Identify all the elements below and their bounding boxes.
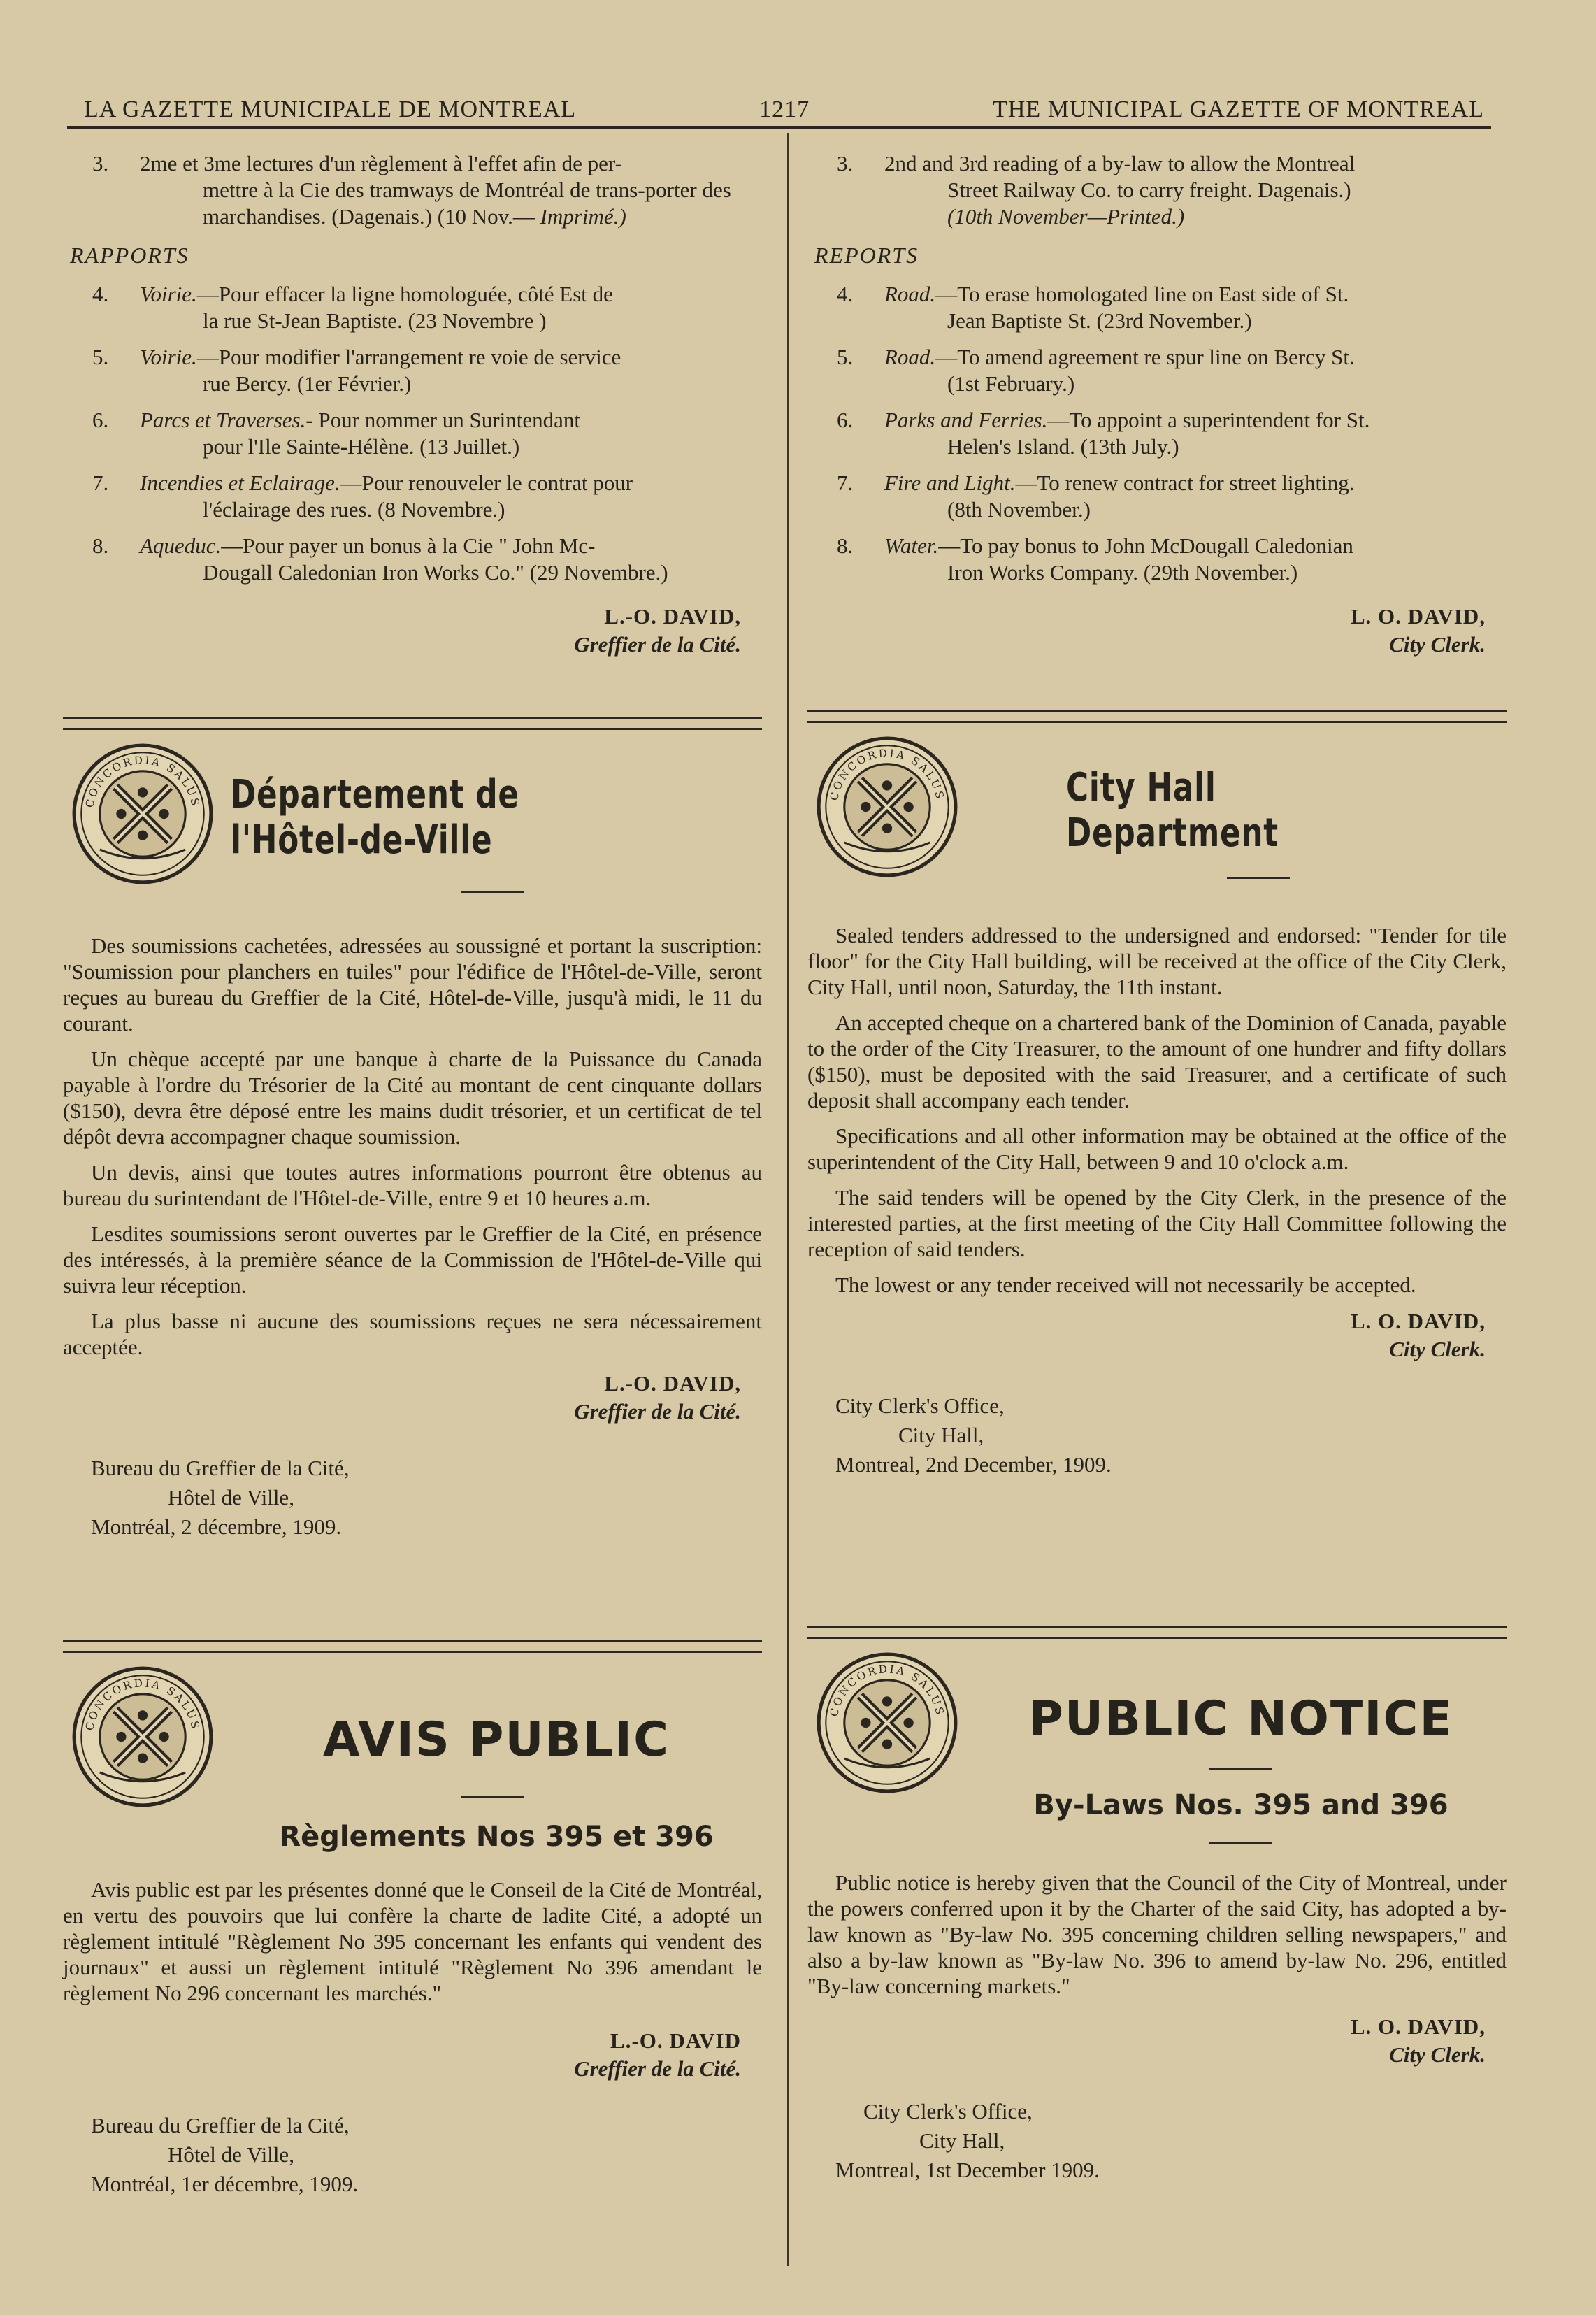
fr-notice-title: AVIS PUBLIC <box>322 1712 670 1768</box>
fr-hall-address: Bureau du Greffier de la Cité, Hôtel de Ville, Montréal, 2 décembre, 1909. <box>91 1456 350 1539</box>
title-underline <box>461 891 524 893</box>
fr-notice-signature: L.-O. DAVID Greffier de la Cité. <box>574 2028 741 2081</box>
en-city-hall-notice <box>807 710 1507 1479</box>
fr-notice-body: Avis public est par les présentes donné que le Conseil de la Cité de Montréal, en vertu des pouvoirs que lui confère la charte de ladite Cité, a adopté un règlement intitulé "Règlement No 395 concernant les enfants qui vendent des journaux" et aussi un règlement intitulé "Règlement No 396 amendant le règlement No 296 concernant les marchés." <box>63 1877 762 2005</box>
en-reports-heading: REPORTS <box>814 243 919 268</box>
en-hall-signature: L. O. DAVID, City Clerk. <box>1350 1309 1486 1361</box>
fr-notice-address: Bureau du Greffier de la Cité, Hôtel de Ville, Montréal, 1er décembre, 1909. <box>91 2113 359 2196</box>
en-city-hall-title: City Hall Department <box>1066 765 1279 856</box>
fr-rapports-heading: RAPPORTS <box>70 243 189 268</box>
paragraph: La plus basse ni aucune des soumissions reçues ne sera nécessairement acceptée. <box>63 1309 762 1359</box>
fr-item-8: 8. Aqueduc.—Pour payer un bonus à la Cie " John Mc- Dougall Caledonian Iron Works Co." (29 Novembre.) <box>92 533 668 585</box>
fr-item-6: 6. Parcs et Traverses.- Pour nommer un Surintendant pour l'Ile Sainte-Hélène. (13 Juillet.) <box>92 408 580 459</box>
city-seal-icon <box>816 736 958 878</box>
paragraph: The said tenders will be opened by the City Clerk, in the presence of the interested parties, at the first meeting of the City Hall Committee following the reception of said tenders. <box>807 1185 1507 1261</box>
fr-city-hall-body <box>63 933 762 1360</box>
en-item-8: 8. Water.—To pay bonus to John McDougall Caledonian Iron Works Company. (29th November.) <box>837 533 1353 585</box>
subtitle-underline <box>1209 1842 1272 1844</box>
paragraph: The lowest or any tender received will not necessarily be accepted. <box>835 1273 1416 1297</box>
en-notice-subtitle: By-Laws Nos. 395 and 396 <box>1033 1789 1448 1821</box>
fr-item-4: 4. Voirie.—Pour effacer la ligne homologuée, côté Est de la rue St-Jean Baptiste. (23 Novembre ) <box>92 282 613 333</box>
en-notice-body: Public notice is hereby given that the Council of the City of Montreal, under the powers conferred upon it by the Charter of the said City, has adopted a by-law known as "By-law No. 395 concerning children selling newspapers," and also a by-law known as "By-law No. 396 to amend by-law No. 296, entitled "By-law concerning markets." <box>807 1870 1507 1998</box>
paragraph: Un chèque accepté par une banque à charte de la Puissance du Canada payable à l'ordre du Trésorier de la Cité au montant de cent cinquante dollars ($150), devra être déposé entre les mains dudit trésorier, et un certificat de tel dépôt devra accompagner chaque soumission. <box>63 1047 762 1149</box>
paragraph: Lesdites soumissions seront ouvertes par le Greffier de la Cité, en présence des intéressés, à la première séance de la Commission de l'Hôtel-de-Ville qui suivra leur réception. <box>63 1221 762 1298</box>
section-rule <box>807 1626 1507 1639</box>
title-underline <box>461 1796 524 1798</box>
en-item-3: 3. 2nd and 3rd reading of a by-law to allow the Montreal Street Railway Co. to carry freight. Dagenais.) (10th November—Printed.) <box>837 151 1356 229</box>
section-rule <box>63 717 762 730</box>
paragraph: An accepted cheque on a chartered bank of the Dominion of Canada, payable to the order of the City Treasurer, to the amount of one hundrer and fifty dollars ($150), must be deposited with the said Treasurer, and a certificate of such deposit shall accompany each tender. <box>807 1010 1507 1112</box>
city-seal-icon <box>71 1665 214 1808</box>
page-number: 1217 <box>759 96 810 122</box>
title-underline <box>1227 877 1290 879</box>
en-top-signature: L. O. DAVID, City Clerk. <box>1350 604 1486 657</box>
fr-item-3: 3. 2me et 3me lectures d'un règlement à l'effet afin de per- mettre à la Cie des tramways de Montréal de trans-porter des marchandises. (Dagenais.) (10 Nov.— Imprimé.) <box>92 151 731 229</box>
city-seal-icon <box>816 1651 958 1794</box>
header-english-title: THE MUNICIPAL GAZETTE OF MONTREAL <box>993 96 1484 122</box>
header-rule <box>67 126 1491 129</box>
paragraph: Specifications and all other information may be obtained at the office of the superintendent of the City Hall, between 9 and 10 o'clock a.m. <box>807 1124 1507 1174</box>
fr-city-hall-notice <box>63 717 762 1542</box>
fr-top-signature: L.-O. DAVID, Greffier de la Cité. <box>574 604 741 657</box>
en-item-5: 5. Road.—To amend agreement re spur line on Bercy St. (1st February.) <box>837 345 1355 396</box>
page-header <box>84 84 1484 123</box>
section-rule <box>807 710 1507 723</box>
fr-item-7: 7. Incendies et Eclairage.—Pour renouveler le contrat pour l'éclairage des rues. (8 Novembre.) <box>92 471 633 522</box>
fr-notice-subtitle: Règlements Nos 395 et 396 <box>279 1821 714 1853</box>
fr-order-of-business <box>63 150 762 659</box>
en-city-hall-body <box>807 922 1507 1298</box>
paragraph: Des soumissions cachetées, adressées au soussigné et portant la suscription: "Soumission pour planchers en tuiles" pour l'édifice de l'Hôtel-de-Ville, seront reçues au bureau du Greffier de la Cité, Hôtel-de-Ville, jusqu'à midi, le 11 du courant. <box>63 933 762 1035</box>
column-divider <box>787 133 789 2266</box>
en-report-list <box>807 281 1507 586</box>
fr-report-list <box>63 281 762 586</box>
en-notice-address: City Clerk's Office, City Hall, Montreal, 1st December 1909. <box>835 2099 1100 2182</box>
paragraph: Sealed tenders addressed to the undersigned and endorsed: "Tender for tile floor" for the City Hall building, will be received at the office of the City Clerk, City Hall, until noon, Saturday, the 11th instant. <box>807 923 1507 999</box>
fr-city-hall-title: Département de l'Hôtel-de-Ville <box>231 772 519 863</box>
en-item-7: 7. Fire and Light.—To renew contract for street lighting. (8th November.) <box>837 471 1355 522</box>
header-french-title: LA GAZETTE MUNICIPALE DE MONTREAL <box>84 96 577 122</box>
en-hall-address: City Clerk's Office, City Hall, Montreal, 2nd December, 1909. <box>835 1393 1112 1477</box>
en-public-notice <box>807 1626 1507 2185</box>
fr-hall-signature: L.-O. DAVID, Greffier de la Cité. <box>574 1371 741 1424</box>
section-rule <box>63 1640 762 1653</box>
fr-item-5: 5. Voirie.—Pour modifier l'arrangement re voie de service rue Bercy. (1er Février.) <box>92 345 621 396</box>
en-order-of-business <box>807 150 1507 659</box>
fr-public-notice <box>63 1640 762 2199</box>
en-item-4: 4. Road.—To erase homologated line on East side of St. Jean Baptiste St. (23rd November.) <box>837 282 1349 333</box>
city-seal-icon <box>71 743 214 885</box>
en-item-6: 6. Parks and Ferries.—To appoint a superintendent for St. Helen's Island. (13th July.) <box>837 408 1370 459</box>
paragraph: Un devis, ainsi que toutes autres informations pourront être obtenus au bureau du surintendant de l'Hôtel-de-Ville, entre 9 et 10 heures a.m. <box>63 1160 762 1210</box>
title-underline <box>1209 1768 1272 1770</box>
en-notice-title: PUBLIC NOTICE <box>1028 1691 1453 1747</box>
en-notice-signature: L. O. DAVID, City Clerk. <box>1350 2014 1486 2067</box>
